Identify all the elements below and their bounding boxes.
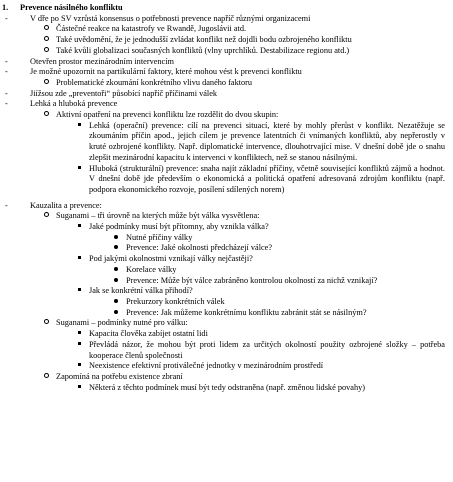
list-item bbox=[0, 121, 453, 164]
list-item bbox=[0, 57, 453, 68]
heading-number: 1. bbox=[2, 3, 9, 12]
list-item bbox=[0, 46, 453, 57]
list-item-text: Prevence: Jak můžeme konkrétnímu konfliktu zabránit stát se násilným? bbox=[126, 307, 367, 317]
list-item bbox=[0, 308, 453, 319]
list-item bbox=[0, 233, 453, 244]
list-item-text: Převládá názor, že mohou být proti lidem za určitých okolností použity ozbrojené složky – potřeba kooperace členů společnosti bbox=[89, 339, 445, 360]
heading-row bbox=[0, 3, 453, 14]
list-item bbox=[0, 340, 453, 361]
list-item bbox=[0, 329, 453, 340]
list-item bbox=[0, 164, 453, 196]
square-bullet bbox=[78, 329, 81, 340]
list-item-text: Aktivní opatření na prevenci konfliktu lze rozdělit do dvou skupin: bbox=[56, 110, 279, 120]
list-item-text: Je možné upozornit na partikulární faktory, které mohou vést k prevenci konfliktu bbox=[30, 67, 302, 77]
ring-bullet bbox=[44, 318, 49, 329]
list-item bbox=[0, 383, 453, 394]
list-item bbox=[0, 89, 453, 100]
dash-bullet: - bbox=[5, 13, 8, 23]
list-item-text: Také kvůli globalizaci současných konfliktů (vlny uprchlíků. Destabilizace regionu atd.) bbox=[56, 45, 350, 55]
square-bullet bbox=[78, 164, 81, 175]
list-item bbox=[0, 372, 453, 383]
ring-bullet bbox=[44, 211, 49, 222]
list-item-text: Hluboká (strukturální) prevence: snaha najít základní příčiny, včetně související konfliktů zájmů a hodnot. V dnešní době jde především o ekonomická a politická opatření adresovaná zdrojům konfliktu (např. podpora ekonomického rozvoje, posílení sdílených norem) bbox=[89, 163, 445, 194]
dash-bullet: - bbox=[5, 200, 8, 210]
list-item bbox=[0, 201, 453, 212]
list-item-text: Nutné příčiny války bbox=[126, 232, 193, 242]
list-item bbox=[0, 361, 453, 372]
dot-bullet bbox=[114, 308, 118, 319]
dash-bullet: - bbox=[5, 88, 8, 98]
list-item-text: Otevřen prostor mezinárodním intervencím bbox=[30, 56, 174, 66]
dash-bullet: - bbox=[5, 99, 8, 109]
list-item bbox=[0, 254, 453, 265]
dot-bullet bbox=[114, 243, 118, 254]
list-item-text: Korelace války bbox=[126, 264, 177, 274]
ring-bullet bbox=[44, 110, 49, 121]
list-item-text: Prekurzory konkrétních válek bbox=[126, 296, 225, 306]
square-bullet bbox=[78, 254, 81, 265]
list-item-text: Suganami – tři úrovně na kterých může být válka vysvětlena: bbox=[56, 211, 260, 221]
dot-bullet bbox=[114, 276, 118, 287]
list-item-text: Lehká a hluboká prevence bbox=[30, 99, 118, 109]
document-heading: Prevence násilného konfliktu bbox=[20, 3, 123, 12]
list-item bbox=[0, 35, 453, 46]
dash-bullet: - bbox=[5, 67, 8, 77]
list-item-text: V dře po SV vzrůstá konsensus o potřebnosti prevence napříč různými organizacemi bbox=[30, 13, 311, 23]
list-item bbox=[0, 286, 453, 297]
list-item bbox=[0, 67, 453, 78]
dot-bullet bbox=[114, 233, 118, 244]
list-item-text: Pod jakými okolnostmi vznikají války nejčastěji? bbox=[89, 254, 253, 264]
list-item bbox=[0, 14, 453, 25]
list-item bbox=[0, 276, 453, 287]
list-item bbox=[0, 78, 453, 89]
square-bullet bbox=[78, 222, 81, 233]
list-item-text: Kapacita člověka zabíjet ostatní lidi bbox=[89, 329, 208, 339]
list-item bbox=[0, 99, 453, 110]
ring-bullet bbox=[44, 35, 49, 46]
list-item-text: Jak se konkrétní válka přihodí? bbox=[89, 286, 193, 296]
dash-bullet: - bbox=[5, 56, 8, 66]
list-item-text: Neexistence efektivní protiválečné jednotky v mezinárodním prostředí bbox=[89, 361, 324, 371]
list-item bbox=[0, 211, 453, 222]
square-bullet bbox=[78, 361, 81, 372]
ring-bullet bbox=[44, 372, 49, 383]
list-item-text: Jiížsou zde „preventoři“ působící napříč příčinami válek bbox=[30, 88, 218, 98]
list-item bbox=[0, 110, 453, 121]
list-item bbox=[0, 265, 453, 276]
ring-bullet bbox=[44, 78, 49, 89]
list-item-text: Lehká (operační) prevence: cílí na prevenci situací, které by mohly přerůst v konflikt. Nezatěžuje se zkoumáním příčin apod., jejich cílem je prevence latentních či vnímaných konfliktů, aby nepřerostly v kruté ozbrojené konflikty. Např. diplomatické intervence, dlouhotrvající mise. V dnešní době jde o snahu zlepšit mezinárodní kapacitu k intervenci v konfliktech, než se stanou násilnými. bbox=[89, 120, 445, 162]
list-item bbox=[0, 297, 453, 308]
list-item-text: Také uvědomění, že je jednodušší zvládat konflikt než dojdli bodu ozbrojeného konfliktu bbox=[56, 35, 352, 45]
list-item-text: Částečné reakce na katastrofy ve Rwandě, Jugoslávii atd. bbox=[56, 24, 247, 34]
list-item bbox=[0, 24, 453, 35]
list-item-text: Problematické zkoumání konkrétního vlivu daného faktoru bbox=[56, 77, 253, 87]
ring-bullet bbox=[44, 46, 49, 57]
ring-bullet bbox=[44, 24, 49, 35]
dot-bullet bbox=[114, 265, 118, 276]
list-item-text: Suganami – podmínky nutné pro válku: bbox=[56, 318, 188, 328]
list-item bbox=[0, 243, 453, 254]
list-item bbox=[0, 318, 453, 329]
list-item bbox=[0, 222, 453, 233]
square-bullet bbox=[78, 286, 81, 297]
list-item-text: Jaké podmínky musí být přítomny, aby vznikla válka? bbox=[89, 222, 269, 232]
list-item-text: Prevence: Jaké okolnosti předcházejí válce? bbox=[126, 243, 273, 253]
square-bullet bbox=[78, 121, 81, 132]
list-item-text: Kauzalita a prevence: bbox=[30, 200, 102, 210]
square-bullet bbox=[78, 340, 81, 351]
list-item-text: Prevence: Může být válce zabráněno kontrolou okolností za nichž vznikají? bbox=[126, 275, 378, 285]
list-item-text: Zapomíná na potřebu existence zbraní bbox=[56, 371, 183, 381]
square-bullet bbox=[78, 383, 81, 394]
dot-bullet bbox=[114, 297, 118, 308]
list-item-text: Některá z těchto podmínek musí být tedy odstraněna (např. změnou lidské povahy) bbox=[89, 382, 366, 392]
